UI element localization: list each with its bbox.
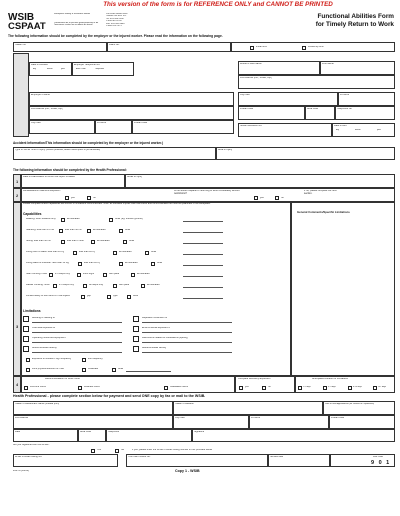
checkbox-label: 1-2 days [303, 386, 311, 388]
worker-province-field[interactable] [338, 92, 395, 106]
capability-option-label: other (eg. uneven ground) [115, 218, 143, 220]
graduated-hours-checkbox[interactable] [164, 386, 168, 390]
exam-date-field[interactable] [21, 174, 125, 188]
date-of-accident-field[interactable] [29, 62, 72, 76]
duration-8-14-checkbox[interactable] [348, 386, 352, 390]
work-hours-row [21, 376, 235, 393]
recovery-no-checkbox[interactable] [262, 386, 266, 390]
capability-option-label: grip [87, 295, 91, 297]
field-label: Area of Injury [218, 149, 233, 151]
field-label: Claim No. [109, 44, 120, 46]
field-label: Full Address (No., Street, Apt.) [31, 108, 64, 110]
sub-label: day [33, 68, 37, 70]
sub-label: day [336, 129, 340, 131]
capability-option-label: as tolerated [67, 218, 80, 220]
area-of-injury-field[interactable] [216, 147, 395, 160]
rehab-no-checkbox[interactable] [87, 196, 91, 200]
checkbox-label: No [121, 449, 125, 451]
limitations-heading: Limitations [23, 309, 41, 313]
capability-checkbox[interactable] [113, 284, 117, 288]
checkbox-label: Modified hours [84, 386, 100, 388]
worker-address-field[interactable] [238, 75, 395, 89]
field-label: Recommendation for Work Hours [45, 378, 81, 380]
field-label: Your own Invoice No. [128, 456, 151, 458]
field-label: City/Town [240, 94, 251, 96]
capability-option-label: 2-3 steps only [55, 273, 70, 275]
exertion-other-checkbox[interactable] [112, 368, 116, 372]
capability-option-label: as tolerated [137, 273, 150, 275]
employer-postal-field[interactable] [132, 120, 234, 134]
capability-checkbox[interactable] [78, 262, 82, 266]
field-label: Social Insurance No. [240, 125, 263, 127]
field-label: Anticipated Duration of Limitations [312, 378, 349, 380]
field-label: Signature [194, 431, 205, 433]
capability-option-label: less than 20 Kg [79, 251, 96, 253]
capability-option-label: Lifting floor to waist: less than 10 Kg [26, 251, 65, 253]
modified-hours-checkbox[interactable] [78, 386, 82, 390]
reference-banner: This version of the form is for REFERENCE ONLY and CANNOT BE PRINTED [103, 1, 333, 8]
capability-checkbox[interactable] [103, 273, 107, 277]
limitation-checkbox[interactable] [23, 336, 29, 342]
field-label: Full Address [15, 417, 29, 419]
field-label: Province [251, 417, 261, 419]
capability-checkbox[interactable] [113, 251, 117, 255]
capabilities-heading: Capabilities [23, 212, 42, 216]
hp-area-code-field[interactable] [78, 429, 106, 442]
capability-checkbox[interactable] [53, 284, 57, 288]
worker-telephone-field[interactable] [335, 106, 395, 120]
capability-checkbox[interactable] [61, 240, 65, 244]
checkbox-label: Initial form [256, 46, 268, 48]
capability-checkbox[interactable] [87, 229, 91, 233]
capability-option-label: less than 1 hour [67, 240, 85, 242]
field-label: Health No. [15, 44, 27, 46]
agency-name-fr: Commission de la sécurité professionnelle et de l'assurance contre les accidents du travail [54, 22, 99, 27]
checkbox-label: Graduated hours [170, 386, 188, 388]
field-label: City/Town [31, 122, 42, 124]
capabilities-note: Please complete where capabilities are known or limitations recommended. Note: as tolerated implies that restrictions and recommended but must be quantified in the workplace. [23, 203, 211, 205]
capability-option-label: All steps only [89, 284, 104, 286]
capability-checkbox[interactable] [127, 295, 131, 299]
limitation-label: Chemical exposure to [32, 327, 56, 329]
capability-other-line [183, 254, 223, 255]
form-title-line-2: for Timely Return to Work [315, 21, 394, 28]
field-label: Health Profession [175, 403, 194, 405]
employer-phone-field[interactable] [72, 62, 134, 76]
field-label: Complete Recovery Expected? [238, 378, 271, 380]
employer-province-field[interactable] [95, 120, 132, 134]
rehab-yes-checkbox[interactable] [65, 196, 69, 200]
limitation-line [32, 352, 122, 353]
capability-checkbox[interactable] [91, 240, 95, 244]
capability-option-label: other [129, 240, 135, 242]
capability-option-label: other [157, 262, 163, 264]
capability-option-label: 2-3 steps only [59, 284, 74, 286]
section-1-tab [13, 174, 21, 188]
capability-checkbox[interactable] [141, 284, 145, 288]
registered-question: Are you registered with the WSIB? [13, 444, 50, 446]
invoice-number-field[interactable] [126, 454, 268, 467]
capability-other-line [183, 232, 223, 233]
limitation-line [142, 332, 232, 333]
capability-option-label: as tolerated [93, 229, 106, 231]
worker-area-code-field[interactable] [305, 106, 335, 120]
address-line: 1-888-313-7373 [106, 25, 122, 28]
limitation-line [32, 332, 122, 333]
next-appointment-field[interactable] [323, 401, 395, 415]
capability-other-line [183, 221, 223, 222]
section-3-tab [13, 202, 21, 376]
capability-option-label: Standing: less than 15 min [26, 229, 55, 231]
agency-name-en: Workplace Safety & Insurance Board [54, 13, 90, 15]
field-label: Postal Code [331, 417, 345, 419]
hp-city-field[interactable] [173, 415, 249, 429]
limitation-label: Restrictions related to medications (specify) [142, 337, 189, 339]
full-time-checkbox[interactable] [24, 386, 28, 390]
capability-option-label: write [133, 295, 139, 297]
wsib-address [106, 13, 146, 28]
capability-checkbox[interactable] [119, 229, 123, 233]
hp-postal-field[interactable] [329, 415, 395, 429]
checkbox-label: 8-14 days [353, 386, 362, 388]
field-label: Date [15, 431, 21, 433]
capability-checkbox[interactable] [145, 251, 149, 255]
capability-checkbox[interactable] [83, 284, 87, 288]
field-label: Service date [270, 456, 284, 458]
intro-text: The following information should be completed by the employer or the injured worker. Please read the information on the following page. [8, 34, 223, 38]
field-label: Telephone [108, 431, 120, 433]
capability-checkbox[interactable] [123, 240, 127, 244]
limitation-line [142, 342, 232, 343]
capability-option-label: own pace [109, 273, 120, 275]
field-label: Health Professional's Name (Please print) [15, 403, 60, 405]
limitation-label: Below-shoulder activity [142, 347, 167, 349]
form-title-line-1: Functional Abilities Form [317, 13, 394, 20]
checkbox-label: Follow-up form [308, 46, 324, 48]
checkbox-label: other [118, 368, 124, 370]
worker-postal-field[interactable] [238, 106, 305, 120]
capability-other-line [183, 298, 223, 299]
checkbox-label: 14+ days [378, 386, 387, 388]
sub-label: month [355, 129, 361, 131]
checkbox-label: yes [260, 197, 264, 199]
limitation-rows [23, 316, 289, 356]
worker-dob-field[interactable] [332, 123, 395, 137]
worker-last-name-field[interactable] [238, 61, 320, 75]
checkbox-label: Yes [97, 449, 101, 451]
capability-rows [23, 218, 289, 308]
field-label: First Name [322, 63, 334, 65]
billing-instruction: If yes, please enter the WSIB Provider Billing number in box provided below [132, 449, 213, 451]
capability-option-label: short flight [83, 273, 95, 275]
capability-other-line [183, 265, 223, 266]
form-type-group [231, 42, 395, 52]
limitation-checkbox[interactable] [23, 326, 29, 332]
hp-name-field[interactable] [13, 401, 173, 415]
capability-option-label: own pace [119, 284, 130, 286]
field-label: Type of Job at Time of Injury (Where possible, attach description of job activities) [15, 149, 101, 151]
cspaat-logo: CSPAAT [8, 21, 46, 32]
field-label: Province [340, 94, 350, 96]
section-2-tab [13, 188, 21, 202]
checkbox-label: low frequency [88, 358, 103, 360]
field-label: Employer Telephone No. [74, 64, 101, 66]
capability-checkbox[interactable] [59, 229, 63, 233]
limitation-checkbox[interactable] [133, 346, 139, 352]
field-label: General Comments/Specific Limitations [297, 211, 350, 214]
field-label: WSIB Provider Billing No. [15, 456, 43, 458]
section-4-tab [13, 376, 21, 393]
field-label: City/Town [175, 417, 186, 419]
initial-form-checkbox[interactable] [250, 46, 254, 50]
field-label: Date of Accident [31, 64, 49, 66]
duration-3-7-checkbox[interactable] [323, 386, 327, 390]
field-label: Is the worker capable of returning to work immediately without restrictions? [174, 190, 240, 195]
checkbox-label: yes [71, 197, 75, 199]
duration-row [295, 376, 395, 393]
vibration-low-checkbox[interactable] [82, 358, 86, 362]
capability-option-label: Ladder climbing: none [26, 284, 50, 286]
limitation-line [142, 352, 232, 353]
registered-yes-checkbox[interactable] [91, 449, 95, 453]
capability-checkbox[interactable] [119, 262, 123, 266]
checkbox-label: no [93, 197, 96, 199]
limitation-label: Bending or twisting of [32, 317, 55, 319]
capability-option-label: Sitting: less than 30 min [26, 240, 52, 242]
capability-option-label: other [151, 251, 157, 253]
hp-province-field[interactable] [249, 415, 329, 429]
capable-no-checkbox[interactable] [275, 196, 279, 200]
hp-telephone-field[interactable] [106, 429, 192, 442]
limitation-label: Environmental exposure to [142, 327, 171, 329]
hp-signature-field[interactable] [192, 429, 395, 442]
recovery-expected-row [235, 376, 295, 393]
limitation-checkbox[interactable] [133, 336, 139, 342]
capability-other-line [183, 276, 223, 277]
field-label: Worker's Last Name [240, 63, 262, 65]
section-number: 2 [16, 194, 19, 198]
field-label: Telephone No. [337, 108, 353, 110]
checkbox-label: Full-time hours [30, 386, 46, 388]
employer-city-field[interactable] [29, 120, 95, 134]
field-label: Areas of Injury [127, 176, 143, 178]
employer-name-field[interactable] [29, 92, 234, 106]
worker-city-field[interactable] [238, 92, 338, 106]
limitation-label: Repetitive movement of [142, 317, 168, 319]
capability-option-label: other [125, 229, 131, 231]
capability-checkbox[interactable] [81, 295, 85, 299]
follow-up-form-checkbox[interactable] [302, 46, 306, 50]
hp-address-field[interactable] [13, 415, 173, 429]
rehab-row [21, 188, 395, 202]
limitation-checkbox[interactable] [133, 326, 139, 332]
vibration-high-checkbox[interactable] [26, 358, 30, 362]
section-number: 1 [16, 180, 19, 184]
capability-checkbox[interactable] [151, 262, 155, 266]
capable-yes-checkbox[interactable] [254, 196, 258, 200]
hp-heading: Health Professional - please complete section below for payment and send ONE copy by fax or mail to the WSIB. [13, 394, 206, 398]
form-title [262, 13, 394, 29]
capability-option-label: Limited ability to use hand to: hold objects [26, 295, 71, 297]
registered-no-checkbox[interactable] [115, 449, 119, 453]
limitation-checkbox[interactable] [133, 316, 139, 322]
field-label: If no, please complete the next section. [304, 190, 337, 195]
checkbox-label: no [268, 386, 271, 388]
limitation-checkbox[interactable] [23, 346, 29, 352]
health-no-field[interactable] [13, 42, 107, 52]
checkbox-label: 3-7 days [328, 386, 336, 388]
health-heading: The following information should be completed by the Health Professional: [13, 168, 127, 172]
capability-option-label: Lifting waist to shoulder: less than 10 Kg [26, 262, 69, 264]
form-number: 2647A (11/06) [13, 470, 30, 472]
field-label: Postal Code [134, 122, 148, 124]
general-comments-field[interactable] [291, 202, 395, 376]
checkbox-label: Exposure to vibration: high frequency [32, 358, 72, 360]
address-line: 1-800-387-0750 [106, 20, 122, 23]
hp-date-field[interactable] [13, 429, 78, 442]
sub-label: Area Code [76, 68, 86, 70]
capability-option-label: as tolerated [125, 262, 138, 264]
capability-checkbox[interactable] [131, 273, 135, 277]
areas-of-injury-field[interactable] [125, 174, 395, 188]
sub-label: year [377, 129, 381, 131]
sub-label: Telephone [95, 68, 105, 70]
side-tab-a [13, 53, 29, 137]
capability-option-label: as tolerated [119, 251, 132, 253]
copy-label: Copy 1 - WSIB [175, 469, 200, 473]
recovery-yes-checkbox[interactable] [239, 386, 243, 390]
capability-checkbox[interactable] [109, 218, 113, 222]
field-label: Date of Birth [334, 125, 348, 127]
capability-option-label: less than 30 min [65, 229, 83, 231]
field-label: Employer's Name [31, 94, 50, 96]
limitation-line [32, 342, 122, 343]
hp-profession-field[interactable] [173, 401, 323, 415]
address-line: Tel: 416-344-1000 [106, 17, 124, 20]
capability-checkbox[interactable] [73, 251, 77, 255]
capability-option-label: as tolerated [147, 284, 160, 286]
checkbox-label: moderate [88, 368, 99, 370]
checkbox-label: no [281, 197, 284, 199]
field-label: Area Code [307, 108, 319, 110]
section-number: 3 [16, 325, 19, 329]
job-type-field[interactable] [13, 147, 216, 160]
capability-option-label: as tolerated [97, 240, 110, 242]
fee-code-field [330, 454, 395, 467]
limitation-line [32, 322, 122, 323]
sub-label: month [47, 68, 53, 70]
limitation-label: Above-shoulder activity [32, 347, 57, 349]
accident-heading: Accident Information/This information should be completed by the employer or the injured worker.) [13, 141, 164, 145]
checkbox-label: Limit physical exertion to: mild [32, 368, 64, 370]
limitation-label: Operating motorized equipment [32, 337, 66, 339]
wsib-logo: WSIB [8, 12, 35, 23]
capability-checkbox[interactable] [49, 273, 53, 277]
field-label: Postal Code [240, 108, 254, 110]
section-number: 4 [16, 383, 19, 387]
field-label: Rehabilitation/Treatment Required? [23, 190, 61, 192]
capability-checkbox[interactable] [77, 273, 81, 277]
exertion-other-line [126, 371, 171, 372]
exertion-moderate-checkbox[interactable] [82, 368, 86, 372]
capability-option-label: Stair climbing: none [26, 273, 47, 275]
field-label: Fee code [373, 456, 383, 458]
address-line: 200 Front Street West [106, 13, 128, 15]
duration-14plus-checkbox[interactable] [373, 386, 377, 390]
field-label: Province [97, 122, 107, 124]
sub-label: year [61, 68, 65, 70]
field-label: Area Code [80, 431, 92, 433]
capability-checkbox[interactable] [61, 218, 65, 222]
billing-number-field[interactable] [13, 454, 118, 467]
field-label: Date of Next Appointment (for Review of Capabilities) [325, 403, 375, 405]
capability-other-line [183, 287, 223, 288]
service-date-field[interactable] [268, 454, 330, 467]
exertion-mild-checkbox[interactable] [26, 368, 30, 372]
employer-address-field[interactable] [29, 106, 234, 120]
limitation-checkbox[interactable] [23, 316, 29, 322]
capability-option-label: type [113, 295, 118, 297]
worker-first-name-field[interactable] [320, 61, 395, 75]
field-label: Date of examination on which the report is based [23, 176, 75, 178]
limitation-line [142, 322, 232, 323]
address-line: Fax: 416-344-4684 [106, 22, 125, 25]
capability-other-line [183, 243, 223, 244]
capability-checkbox[interactable] [107, 295, 111, 299]
fee-code-value: 9 0 1 [371, 460, 391, 466]
checkbox-label: yes [245, 386, 249, 388]
worker-sin-field[interactable] [238, 123, 332, 137]
field-label: Full Address (No., Street, Apt.) [240, 77, 273, 79]
duration-1-2-checkbox[interactable] [298, 386, 302, 390]
claim-no-field[interactable] [107, 42, 231, 52]
capability-option-label: less than 20 Kg [84, 262, 101, 264]
address-line: Toronto ON M5V 3J1 [106, 15, 127, 18]
capability-option-label: Walking: short distance only [26, 218, 56, 220]
